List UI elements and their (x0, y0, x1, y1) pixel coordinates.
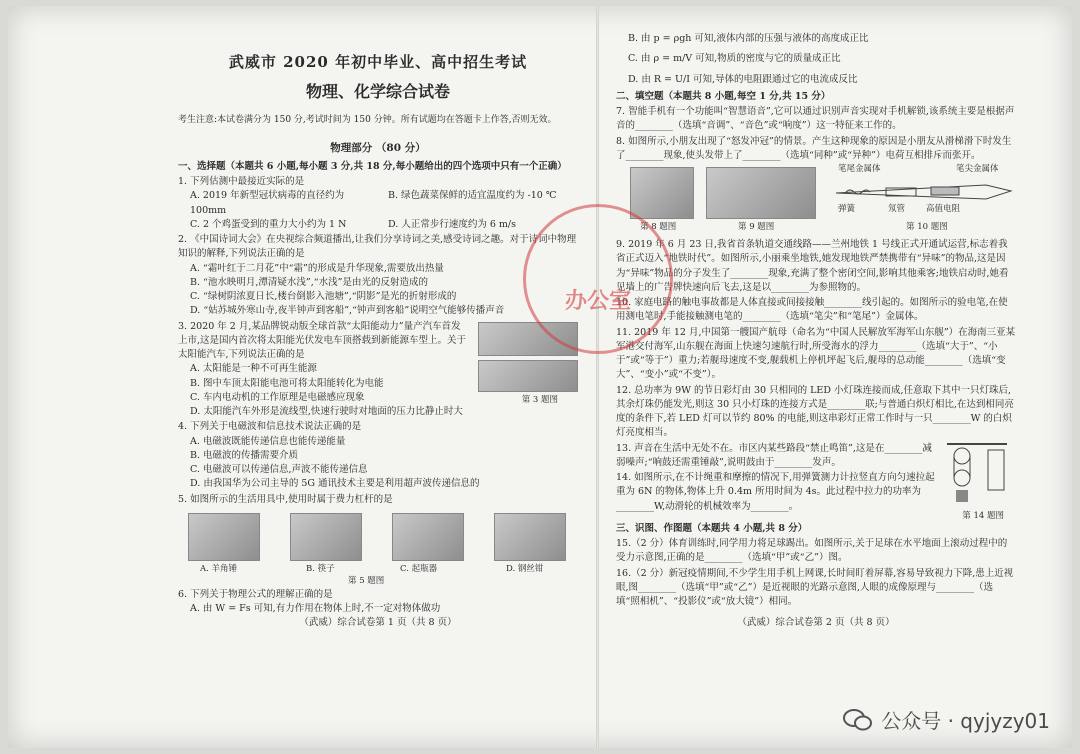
question-3: 3. 2020 年 2 月,某品牌锐动版全球首款“太阳能动力”量产汽车首发上市,这是国内首次将太阳能光伏发电车顶搭载到新能源车型上。关于太阳能汽车,下列说法正确的是 (178, 320, 467, 360)
option: A. 太阳能是一种不可再生能源 (190, 363, 317, 375)
option: A. 由 W = Fs 可知,有力作用在物体上时,不一定对物体做功 (190, 603, 441, 614)
question-13-14-block (616, 442, 1016, 521)
question-2: 2. 《中国诗词大会》在央视综合频道播出,让我们分享诗词之美,感受诗词之趣。对于诗词中物理知识的解释,下列说法正确的是 (178, 234, 577, 260)
option: D. 人正常步行速度约为 6 m/s (388, 218, 516, 230)
part-title: 物理部分 （80 分） (330, 142, 426, 154)
office-stamp (523, 204, 673, 354)
figure-5-caption: 第 5 题图 (348, 575, 385, 586)
figure-3-caption: 第 3 题图 (521, 394, 558, 405)
option: B. 电磁波的传播需要介质 (190, 449, 299, 461)
wechat-watermark (843, 705, 1050, 734)
exam-subtitle: 物理、化学综合试卷 (305, 81, 450, 101)
resistor-label: 高值电阻 (926, 204, 961, 214)
question-1: 1. 下列估测中最接近实际的是 (178, 176, 305, 187)
option: A. “霜叶红于二月花”中“霜”的形成是升华现象,需要放出热量 (190, 262, 444, 274)
question-15: 15.（2 分）体育训练时,同学用力将足球踢出。如图所示,关于足球在水平地面上滚动过程中的受力示意图,正确的是________（选填“甲”或“乙”）图。 (616, 538, 1008, 564)
question-16: 16.（2 分）新冠疫情期间,不少学生用手机上网课,长时间盯着屏幕,容易导致视力下降,患上近视眼,图________（选填“甲”或“乙”）是近视眼的光路示意图,人眼的成像原理与________（选填“照相机”、“投影仪”或“放大镜”）相同。 (616, 567, 1014, 607)
left-page (178, 6, 578, 748)
option: B. 筷子 (306, 563, 335, 574)
figure-14-caption: 第 14 题图 (962, 510, 1004, 521)
page-footer: （武威）综合试卷第 1 页（共 8 页） (299, 616, 457, 628)
chopsticks-photo (290, 513, 362, 561)
option: C. 电磁波可以传递信息,声波不能传递信息 (190, 464, 368, 475)
option: B. 图中车顶太阳能电池可将太阳能转化为电能 (190, 377, 384, 389)
bottle-opener-photo (392, 513, 464, 561)
figure-5 (178, 509, 578, 587)
option: A. 2019 年新型冠状病毒的直径约为 100mm (190, 190, 345, 216)
car-roof-photo (478, 360, 578, 392)
exam-sheet (8, 6, 1072, 748)
page-footer: （武威）综合试卷第 2 页（共 8 页） (737, 616, 895, 628)
option: B. 由 p = ρgh 可知,液体内部的压强与液体的高度成正比 (628, 33, 869, 44)
page-fold (596, 6, 599, 748)
figure-9-caption: 第 9 题图 (738, 222, 775, 232)
option: D. 由我国华为公司主导的 5G 通讯技术主要是利用超声波传递信息的 (190, 478, 480, 490)
option: C. 起瓶器 (400, 563, 438, 574)
option: C. 2 个鸡蛋受到的重力大小约为 1 N (190, 218, 347, 230)
wire-pliers-photo (494, 513, 566, 561)
figures-8-10 (616, 163, 1016, 237)
question-10: 10. 家庭电路的触电事故都是人体直接或间接接触________线引起的。如图所示的验电笔,在使用测电笔时,手能接触测电笔的________（选填“笔尖”和“笔尾”）金属体。 (616, 297, 1008, 323)
option: D. 钢丝钳 (506, 563, 544, 574)
pulley-diagram (942, 442, 1012, 508)
question-3-block (178, 320, 578, 420)
claw-hammer-photo (188, 513, 260, 561)
watermark-text: 公众号 · qyjyzy01 (881, 709, 1050, 733)
subway-train-photo (706, 167, 816, 219)
question-11: 11. 2019 年 12 月,中国第一艘国产航母（命名为“中国人民解放军海军山东舰”）在海南三亚某军港交付海军,山东舰在海面上快速匀速航行时,所受海水的浮力________（选填“大于”、“小于”或“等于”）重力;若舰母速度不变,舰载机上停机坪起飞后,舰母的总动能________（选填“变大”、“变小”或“不变”）。 (616, 326, 1016, 381)
question-12: 12. 总功率为 9W 的节日彩灯由 30 只相同的 LED 小灯珠连接而成,任意取下其中一只灯珠后,其余灯珠仍能发光,则这 30 只小灯珠的连接方式是________联;与普通白炽灯相比,在达到相同亮度的条件下,若 LED 灯可以节约 80% 的电能,则这串彩灯正常工作时与一只________W 的白炽灯亮度相当。 (616, 384, 1014, 439)
stamp-text: 办公室 (564, 287, 631, 314)
right-page (616, 6, 1016, 748)
question-8: 8. 如图所示,小朋友出现了“怒发冲冠”的情景。产生这种现象的原因是小朋友从滑梯滑下时发生了________现象,使头发带上了________（选填“同种”或“异种”）电荷互相排斥而张开。 (616, 135, 1012, 161)
question-1-options (178, 189, 578, 232)
question-4: 4. 下列关于电磁波和信息技术说法正确的是 (178, 421, 362, 433)
question-13: 13. 声音在生活中无处不在。市区内某些路段“禁止鸣笛”,这是在________减弱噪声;“响鼓还需重锤敲”,说明鼓由于________发声。 (616, 442, 932, 468)
wechat-icon (843, 708, 873, 732)
spring-label: 弹簧 (838, 204, 856, 214)
exam-notice: 考生注意:本试卷满分为 150 分,考试时间为 150 分钟。所有试题均在答题卡上作答,否则无效。 (178, 114, 557, 125)
child-hair-photo (630, 167, 694, 219)
question-6: 6. 下列关于物理公式的理解正确的是 (178, 588, 333, 600)
option: A. 电磁波既能传递信息也能传递能量 (190, 435, 346, 447)
question-5: 5. 如图所示的生活用具中,使用时属于费力杠杆的是 (178, 493, 393, 505)
option: A. 羊角锤 (200, 563, 238, 574)
neon-tube-label: 氖管 (888, 204, 906, 214)
question-9: 9. 2019 年 6 月 23 日,我省首条轨道交通线路——兰州地铁 1 号线正式开通试运营,标志着我省正式迈入“地铁时代”。如图所示,小丽乘坐地铁,她发现地铁严禁携带有“异味”的物品,这是因为“异味”物品的分子发生了________现象,充满了整个密闭空间,影响其他乘客;地铁启动时,她看见墙上的广告牌快速向后飞去,这是以________为参照物的。 (616, 239, 1009, 293)
option: B. 绿色蔬菜保鲜的适宜温度约为 -10 ℃ (388, 190, 557, 202)
option: C. 车内电动机的工作原理是电磁感应现象 (190, 391, 365, 403)
option: D. 由 R = U/I 可知,导体的电阻跟通过它的电流成反比 (628, 73, 858, 85)
question-7: 7. 智能手机有一个功能叫“智慧语音”,它可以通过识别声音实现对手机解锁,该系统主要是根据声音的________（选填“音调”、“音色”或“响度”）这一特征来工作的。 (616, 106, 1015, 132)
option: C. 由 ρ = m/V 可知,物质的密度与它的质量成正比 (628, 53, 841, 65)
figure-8-caption: 第 8 题图 (640, 222, 677, 232)
option: B. “池水映明月,潭清疑水浅”,“水浅”是由光的反射造成的 (190, 276, 428, 288)
option: D. “姑苏城外寒山寺,夜半钟声到客船”,“钟声到客船”说明空气能够传播声音 (190, 305, 505, 317)
section-3-title: 三、识图、作图题（本题共 4 小题,共 8 分） (616, 522, 808, 534)
pen-tail-label: 笔尾金属体 (838, 164, 881, 174)
section-2-title: 二、填空题（本题共 8 小题,每空 1 分,共 15 分） (616, 90, 831, 102)
figure-10-caption: 第 10 题图 (906, 222, 948, 232)
option: D. 太阳能汽车外形是流线型,快速行驶时对地面的压力比静止时大 (190, 406, 463, 417)
pen-tip-label: 笔尖金属体 (956, 164, 999, 174)
exam-title: 武威市 2020 年初中毕业、高中招生考试 (228, 53, 528, 71)
section-1-title: 一、选择题（本题共 6 小题,每小题 3 分,共 18 分,每小题给出的四个选项中只有一个正确） (178, 160, 567, 172)
question-14: 14. 如图所示,在不计绳重和摩擦的情况下,用弹簧测力计拉竖直方向匀速拉起重为 6N 的物体,物体上升 0.4m 所用时间为 4s。此过程中拉力的功率为________W,动滑轮的机械效率为________。 (616, 472, 935, 512)
option: C. “绿树阴浓夏日长,楼台倒影入池塘”,“阴影”是光的折射形成的 (190, 291, 457, 302)
